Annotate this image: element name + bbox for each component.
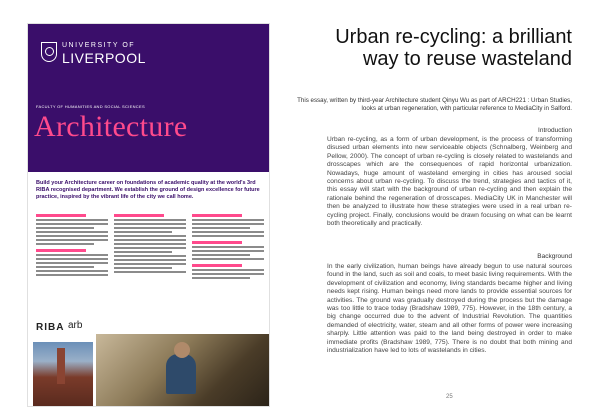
article-title: Urban re-cycling: a brilliant way to reuse wasteland <box>335 26 572 70</box>
brochure-image <box>27 23 270 407</box>
university-line: UNIVERSITY OF <box>62 42 136 49</box>
university-crest-icon <box>41 42 57 62</box>
brochure-intro: Build your Architecture career on foundations of academic quality at the world's 3rd RIBA recognised department. We establish the ground of design excellence for future practice, inspired by the vibrant life of the city we call home. <box>36 180 260 200</box>
student-desk-photo <box>96 334 270 407</box>
section-body-introduction: Urban re-cycling, as a form of urban development, is the process of transforming disused urban elements into new serviceable objects (Schnalberg, Weinberg and Pellow, 2000). The concept of urban re-cycling is closely related to wastelands and drosscapes which are the consequences of rapid horizontal urbanization. Nowadays, huge amount of wasteland emerging in cities has aroused social concerns about urban re-cycling. To discuss the trend, strategies and tactics of it, this essay will start with the background of urban re-cycling and then explain the rationale behind the regeneration of drosscapes. MediaCity UK in Manchester will then be analyzed to illustrate how these strategies were used in a real urban re-cycling project. Finally, conclusions would be drawn focusing on what can be learnt both theoretically and practically. <box>327 136 572 228</box>
faculty-line: FACULTY OF HUMANITIES AND SOCIAL SCIENCES <box>36 104 145 109</box>
brochure-text-columns <box>36 212 264 312</box>
brochure-header <box>28 24 270 172</box>
clock-tower-photo <box>33 342 93 406</box>
section-heading-introduction: Introduction <box>538 127 572 134</box>
section-heading-background: Background <box>537 253 572 260</box>
riba-logo: RIBA <box>36 322 65 333</box>
brochure-title: Architecture <box>34 110 188 143</box>
arb-logo: arb <box>68 320 83 331</box>
section-body-background: In the early civilization, human beings have already begun to use natural sources found in the land, such as soil and coals, to meet basic living requirements. With the development of civilization and economy, living standards became higher and living needs kept rising. Human beings need more lands to provide essential sources for activities. The ground was gradually destroyed during the process but the damage was too little to trace today (Bradshaw 1989, 775). However, in the 18th century, a big change occurred due to the advent of Industrial Revolution. The quantities demanded of electricity, water, steam and all other forms of power were increasing sharply. Little attention was paid to the land being destroyed in order to make immediate profits (Bradshaw 1989, 775). There is no doubt that both mining and industrialization have led to lots of wastelands in cities. <box>327 263 572 355</box>
page-number: 25 <box>446 394 453 400</box>
article-subtitle: This essay, written by third-year Architecture student Qinyu Wu as part of ARCH221 : Urban Studies, looks at urban regeneration, with particular reference to MediaCity in Salford. <box>297 97 572 112</box>
city-line: LIVERPOOL <box>62 50 146 66</box>
